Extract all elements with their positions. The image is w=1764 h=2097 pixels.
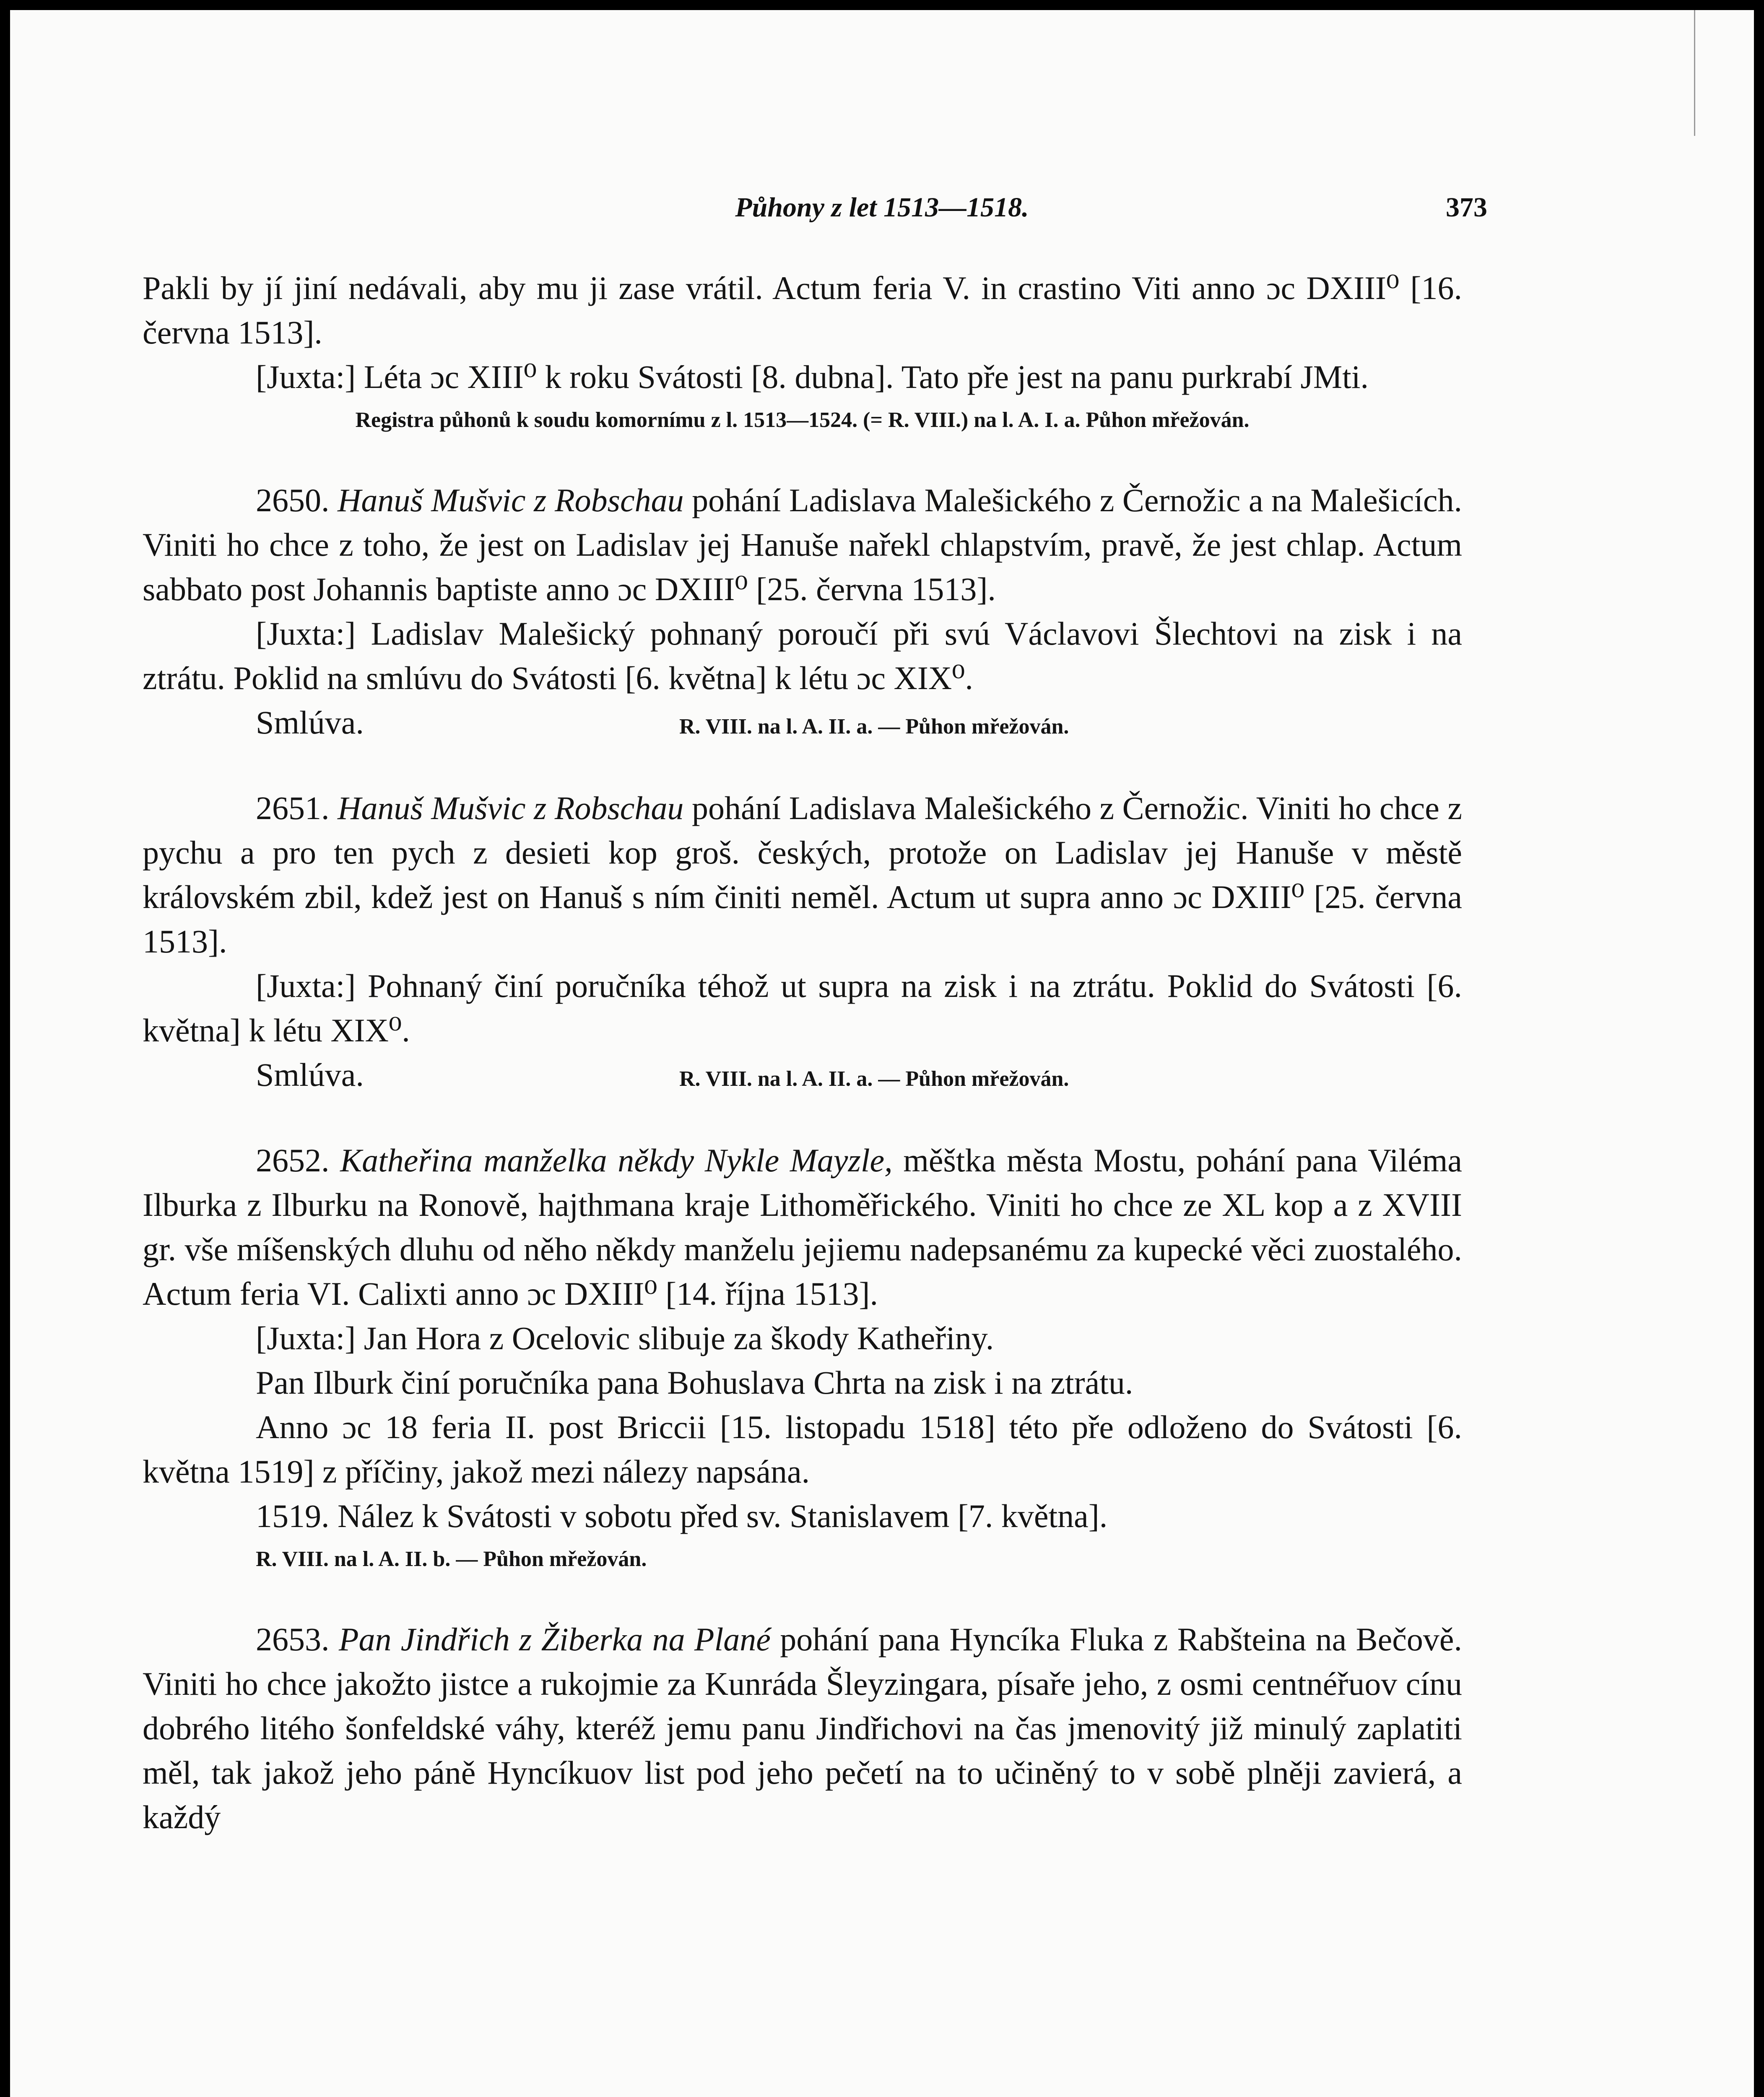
entry-2650	[143, 478, 1462, 745]
entry-text	[143, 1138, 1462, 1316]
intro-juxta: [Juxta:] Léta ɔc XIII⁰ k roku Svátosti [8. dubna]. Tato pře jest na panu purkrabí JMti.	[256, 359, 1369, 395]
entry-number: 2651.	[256, 790, 330, 826]
entry-text	[143, 786, 1462, 964]
entry-body: pohání Ladislava Malešického z Černožic. Viniti ho chce z pychu a pro ten pych z desieti kop groš. českých, protože on Ladislav jej Hanuše v městě královském zbil, kdež jest on Hanuš s ním činiti neměl. Actum ut supra anno ɔc DXIII⁰ [25. června 1513].	[143, 790, 1463, 960]
page-content	[143, 266, 1462, 1839]
page-number: 373	[1446, 192, 1487, 223]
entry-note-2: Anno ɔc 18 feria II. post Briccii [15. listopadu 1518] této pře odloženo do Svátosti [6. května 1519] z příčiny, jakož mezi nálezy napsána.	[143, 1409, 1462, 1490]
entry-note-1: Pan Ilburk činí poručníka pana Bohuslava Chrta na zisk i na ztrátu.	[256, 1364, 1133, 1401]
entry-number: 2653.	[256, 1621, 330, 1657]
entry-party-name: Katheřina manželka někdy Nykle Mayzle,	[340, 1142, 893, 1179]
book-page	[10, 10, 1754, 2097]
entry-text	[143, 478, 1462, 611]
entry-source-note: R. VIII. na l. A. II. a. — Půhon mřežován.	[679, 1067, 1069, 1091]
running-title: Půhony z let 1513—1518.	[735, 192, 1029, 223]
entry-juxta: [Juxta:] Pohnaný činí poručníka téhož ut supra na zisk i na ztrátu. Poklid do Svátosti [6. května] k létu XIX⁰.	[143, 968, 1462, 1048]
entry-outcome-row	[143, 1053, 1462, 1097]
entry-outcome-row	[143, 700, 1462, 745]
entry-body: pohání pana Hyncíka Fluka z Rabšteina na Bečově. Viniti ho chce jakožto jistce a rukojmie za Kunráda Šleyzingara, písaře jeho, z osmi centnéřuov cínu dobrého litého šonfeldské váhy, kteréž jemu panu Jindřichovi na čas jmenovitý již minulý zaplatiti měl, tak jakož jeho páně Hyncíkuov list pod jeho pečetí na to učiněný to v sobě plněji zavierá, a každý	[143, 1621, 1462, 1835]
entry-party-name: Hanuš Mušvic z Robschau	[338, 482, 684, 518]
entry-outcome: Smlúva.	[256, 704, 364, 741]
entry-body: měštka města Mostu, pohání pana Viléma Ilburka z Ilburku na Ronově, hajthmana kraje Lithoměřického. Viniti ho chce ze XL kop a z XVIII gr. vše míšenských dluhu od něho někdy manželu jejiemu nadepsanému za kupecké věci zuostalého. Actum feria VI. Calixti anno ɔc DXIII⁰ [14. října 1513].	[143, 1142, 1463, 1312]
entry-number: 2650.	[256, 482, 330, 518]
entry-juxta: [Juxta:] Ladislav Malešický pohnaný poroučí při svú Václavovi Šlechtovi na zisk i na ztrátu. Poklid na smlúvu do Svátosti [6. května] k létu ɔc XIX⁰.	[143, 615, 1462, 696]
entry-2653	[143, 1617, 1462, 1839]
intro-source-note: Registra půhonů k soudu komornímu z l. 1513—1524. (= R. VIII.) na l. A. I. a. Půhon mřežován.	[355, 408, 1250, 432]
entry-text	[143, 1617, 1462, 1839]
intro-text: Pakli by jí jiní nedávali, aby mu ji zase vrátil. Actum feria V. in crastino Viti anno ɔc DXIII⁰ [16. června 1513].	[143, 270, 1462, 351]
entry-party-name: Hanuš Mušvic z Robschau	[338, 790, 684, 826]
entry-number: 2652.	[256, 1142, 330, 1179]
page-header	[10, 192, 1754, 238]
entry-source-note: R. VIII. na l. A. II. a. — Půhon mřežován.	[679, 715, 1069, 739]
entry-body: pohání Ladislava Malešického z Černožic a na Malešicích. Viniti ho chce z toho, že jest on Ladislav jej Hanuše nařekl chlapstvím, pravě, že jest chlap. Actum sabbato post Johannis baptiste anno ɔc DXIII⁰ [25. června 1513].	[143, 482, 1463, 607]
page-edge-mark	[1694, 10, 1754, 136]
entry-party-name: Pan Jindřich z Žiberka na Plané	[338, 1621, 771, 1657]
entry-2651	[143, 786, 1462, 1097]
entry-outcome: Smlúva.	[256, 1056, 364, 1093]
entry-2652	[143, 1138, 1462, 1576]
entry-note-3: 1519. Nález k Svátosti v sobotu před sv. Stanislavem [7. května].	[256, 1498, 1108, 1534]
entry-juxta: [Juxta:] Jan Hora z Ocelovic slibuje za škody Katheřiny.	[256, 1320, 994, 1356]
entry-source-note: R. VIII. na l. A. II. b. — Půhon mřežován.	[256, 1547, 647, 1571]
